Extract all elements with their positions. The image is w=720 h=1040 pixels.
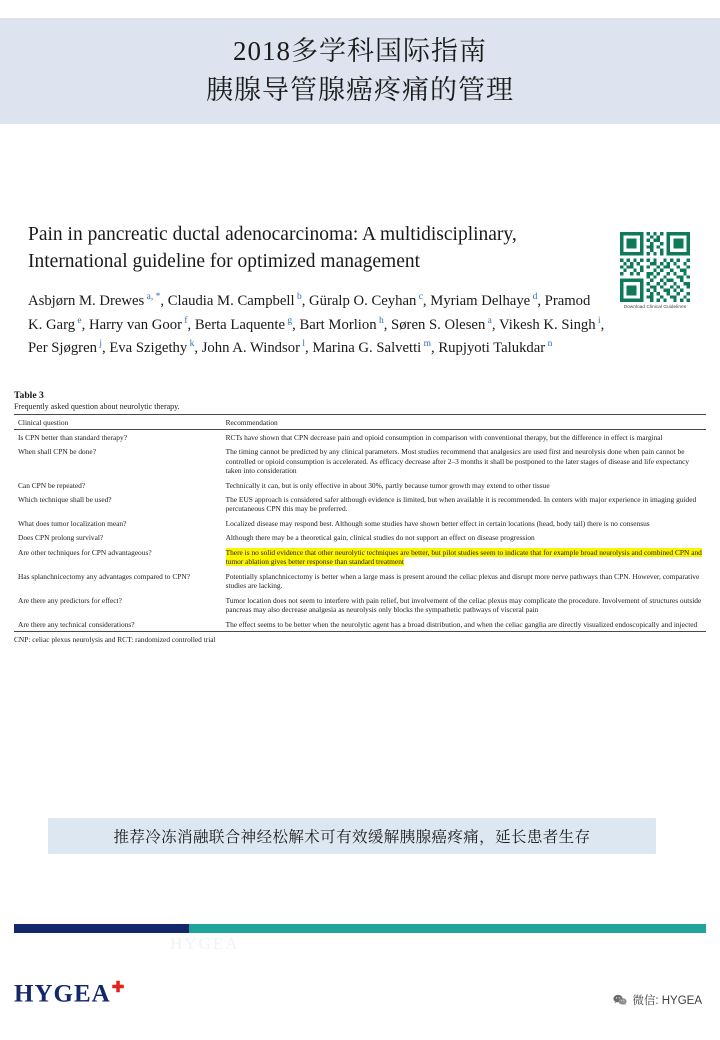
author-affiliation-marker: f bbox=[181, 315, 188, 326]
table-header-row bbox=[14, 415, 706, 430]
conclusion-text: 推荐冷冻消融联合神经松解术可有效缓解胰腺癌疼痛，延长患者生存 bbox=[113, 829, 591, 846]
author-affiliation-marker: b bbox=[294, 291, 302, 302]
cell-recommendation: Technically it can, but is only effective in about 30%, partly because tumor growth may extend to other tissue bbox=[225, 480, 550, 490]
table-row bbox=[14, 445, 706, 478]
cell-clinical-question: What does tumor localization mean? bbox=[18, 518, 127, 528]
cell-clinical-question: Are there any technical considerations? bbox=[14, 617, 222, 632]
brand-logo bbox=[14, 978, 125, 1008]
cell-recommendation: The EUS approach is considered safer although evidence is limited, but when available it is recommended. In centers with major experience in imaging guided percutaneous CPN this may be preferred. bbox=[225, 495, 697, 514]
banner-line-2: 胰腺导管腺癌疼痛的管理 bbox=[206, 75, 514, 105]
footer-rule-teal bbox=[189, 924, 706, 933]
wechat-handle bbox=[613, 992, 702, 1008]
author-affiliation-marker: a bbox=[485, 315, 492, 326]
table-footnote: CNP: celiac plexus neurolysis and RCT: randomized controlled trial bbox=[14, 635, 216, 645]
title-banner bbox=[0, 18, 720, 124]
author-name: Marina G. Salvetti bbox=[312, 340, 422, 357]
table-row bbox=[14, 593, 706, 617]
author-name: Myriam Delhaye bbox=[430, 292, 531, 309]
author-name: Berta Laquente bbox=[194, 316, 285, 333]
paper-citation-block bbox=[28, 222, 692, 361]
author-affiliation-marker: k bbox=[187, 339, 195, 350]
faq-table bbox=[14, 414, 706, 632]
author-affiliation-marker: l bbox=[299, 339, 305, 350]
author-name: Eva Szigethy bbox=[109, 340, 188, 357]
author-affiliation-marker: j bbox=[96, 339, 102, 350]
author-name: Rupjyoti Talukdar bbox=[438, 340, 546, 357]
cell-clinical-question: Is CPN better than standard therapy? bbox=[18, 432, 127, 442]
author-name: Pramod K. Garg bbox=[28, 292, 591, 333]
table-row bbox=[14, 531, 706, 546]
author-affiliation-marker: a, * bbox=[144, 291, 161, 302]
cell-recommendation: Tumor location does not seem to interfere with pain relief, but involvement of the celiac plexus may complicate the procedure. Involvement of structures outside pancreas may also decrease analgesia as neurolysis only blocks the sympathetic pathways of visceral pain bbox=[225, 595, 702, 615]
table-row bbox=[14, 430, 706, 445]
cell-recommendation: RCTs have shown that CPN decrease pain and opioid consumption in comparison with conventional therapy, but the difference in effect is marginal bbox=[225, 432, 663, 442]
cross-icon: ✚ bbox=[111, 980, 126, 996]
author-affiliation-marker: g bbox=[285, 315, 293, 326]
table-row bbox=[14, 617, 706, 632]
table-3-block bbox=[14, 390, 706, 644]
qr-code-caption: Download Clinical Guidelines bbox=[623, 304, 687, 309]
cell-recommendation: Although there may be a theoretical gain, clinical studies do not support an effect on disease progression bbox=[225, 533, 535, 543]
wechat-icon bbox=[613, 994, 627, 1006]
author-affiliation-marker: i bbox=[595, 315, 601, 326]
author-name: Harry van Goor bbox=[88, 316, 182, 333]
author-affiliation-marker: e bbox=[75, 315, 82, 326]
cell-recommendation: Potentially splanchnicectomy is better when a large mass is present around the celiac plexus and disrupt more nerve pathways than CPN. However, comparative studies are lacking. bbox=[225, 571, 700, 591]
author-name: Bart Morlion bbox=[299, 316, 377, 333]
author-list: Asbjørn M. Drewes $^{a, *}$, Claudia M. Campbell $^b$, Güralp O. Ceyhan $^c$, Myriam Delhaye $^d$, Pramod K. Garg $^e$, Harry van Goor $^f$, Berta Laquente $^g$, Bart Morlion $^h$, Søren S. Olesen $^a$, Vikesh K. Singh $^i$, Per Sjøgren $^j$, Eva Szigethy $^k$, John A. Windsor $^l$, Marina G. Salvetti $^m$, Rupjyoti Talukdar $^n$ bbox=[28, 291, 605, 357]
paper-title-line-1: Pain in pancreatic ductal adenocarcinoma: A multidisciplinary, bbox=[28, 224, 517, 245]
cell-clinical-question: Are other techniques for CPN advantageous? bbox=[18, 548, 152, 557]
author-name: Claudia M. Campbell bbox=[167, 292, 295, 309]
table-label: Table 3 bbox=[14, 390, 44, 401]
brand-name: HYGEA bbox=[14, 980, 111, 1008]
paper-title bbox=[28, 222, 603, 276]
author-name: Vikesh K. Singh bbox=[498, 316, 596, 333]
column-header-question: Clinical question bbox=[14, 415, 222, 430]
author-affiliation-marker: c bbox=[416, 291, 423, 302]
cell-clinical-question: Has splanchnicectomy any advantages compared to CPN? bbox=[18, 571, 190, 581]
table-row bbox=[14, 545, 706, 569]
cell-clinical-question: Are there any predictors for effect? bbox=[18, 595, 122, 605]
author-affiliation-marker: d bbox=[530, 291, 538, 302]
cell-recommendation: The effect seems to be better when the neurolytic agent has a broad distribution, and when the celiac ganglia are directly visualized endoscopically and injected bbox=[222, 617, 706, 632]
banner-line-1: 2018多学科国际指南 bbox=[233, 35, 487, 66]
cell-clinical-question: When shall CPN be done? bbox=[18, 447, 96, 457]
cell-recommendation: Localized disease may respond best. Although some studies have shown better effect in certain locations (head, body tail) there is no consensus bbox=[225, 518, 650, 528]
table-row bbox=[14, 493, 706, 517]
column-header-recommendation: Recommendation bbox=[222, 415, 706, 430]
author-name: Güralp O. Ceyhan bbox=[309, 292, 417, 309]
cell-recommendation bbox=[222, 545, 706, 569]
author-name: Søren S. Olesen bbox=[391, 316, 486, 333]
qr-code-icon[interactable] bbox=[620, 232, 690, 302]
table-caption: Frequently asked question about neurolytic therapy. bbox=[14, 402, 180, 411]
footer-watermark: HYGEA bbox=[170, 934, 240, 953]
wechat-label: 微信: HYGEA bbox=[632, 995, 702, 1007]
cell-clinical-question: Does CPN prolong survival? bbox=[18, 533, 104, 543]
author-affiliation-marker: m bbox=[421, 339, 432, 350]
cell-clinical-question: Can CPN be repeated? bbox=[18, 480, 86, 490]
highlighted-text: There is no solid evidence that other neurolytic techniques are better, but pilot studies seem to indicate that for example broad neurolysis and combined CPN and tumor ablation gives better response than standard treatment bbox=[225, 548, 702, 567]
qr-code-block[interactable] bbox=[618, 232, 692, 309]
author-affiliation-marker: h bbox=[376, 315, 384, 326]
footer-rule-navy bbox=[14, 924, 189, 933]
table-row bbox=[14, 569, 706, 593]
table-row bbox=[14, 516, 706, 531]
author-name: Asbjørn M. Drewes bbox=[28, 292, 145, 309]
table-row bbox=[14, 478, 706, 493]
cell-clinical-question: Which technique shall be used? bbox=[18, 495, 112, 505]
author-name: John A. Windsor bbox=[201, 340, 300, 357]
author-affiliation-marker: n bbox=[545, 339, 553, 350]
conclusion-banner bbox=[48, 818, 656, 854]
cell-recommendation: The timing cannot be predicted by any clinical parameters. Most studies recommend that analgesics are used first and neurolysis done when pain cannot be controlled or opioid consumption is accelerated. As efficacy decrease after 2–3 months it shall be postponed to the later stages of disease and life expectancy taken into consideration bbox=[225, 447, 690, 476]
author-name: Per Sjøgren bbox=[28, 340, 97, 357]
paper-title-line-2: International guideline for optimized management bbox=[28, 250, 421, 272]
